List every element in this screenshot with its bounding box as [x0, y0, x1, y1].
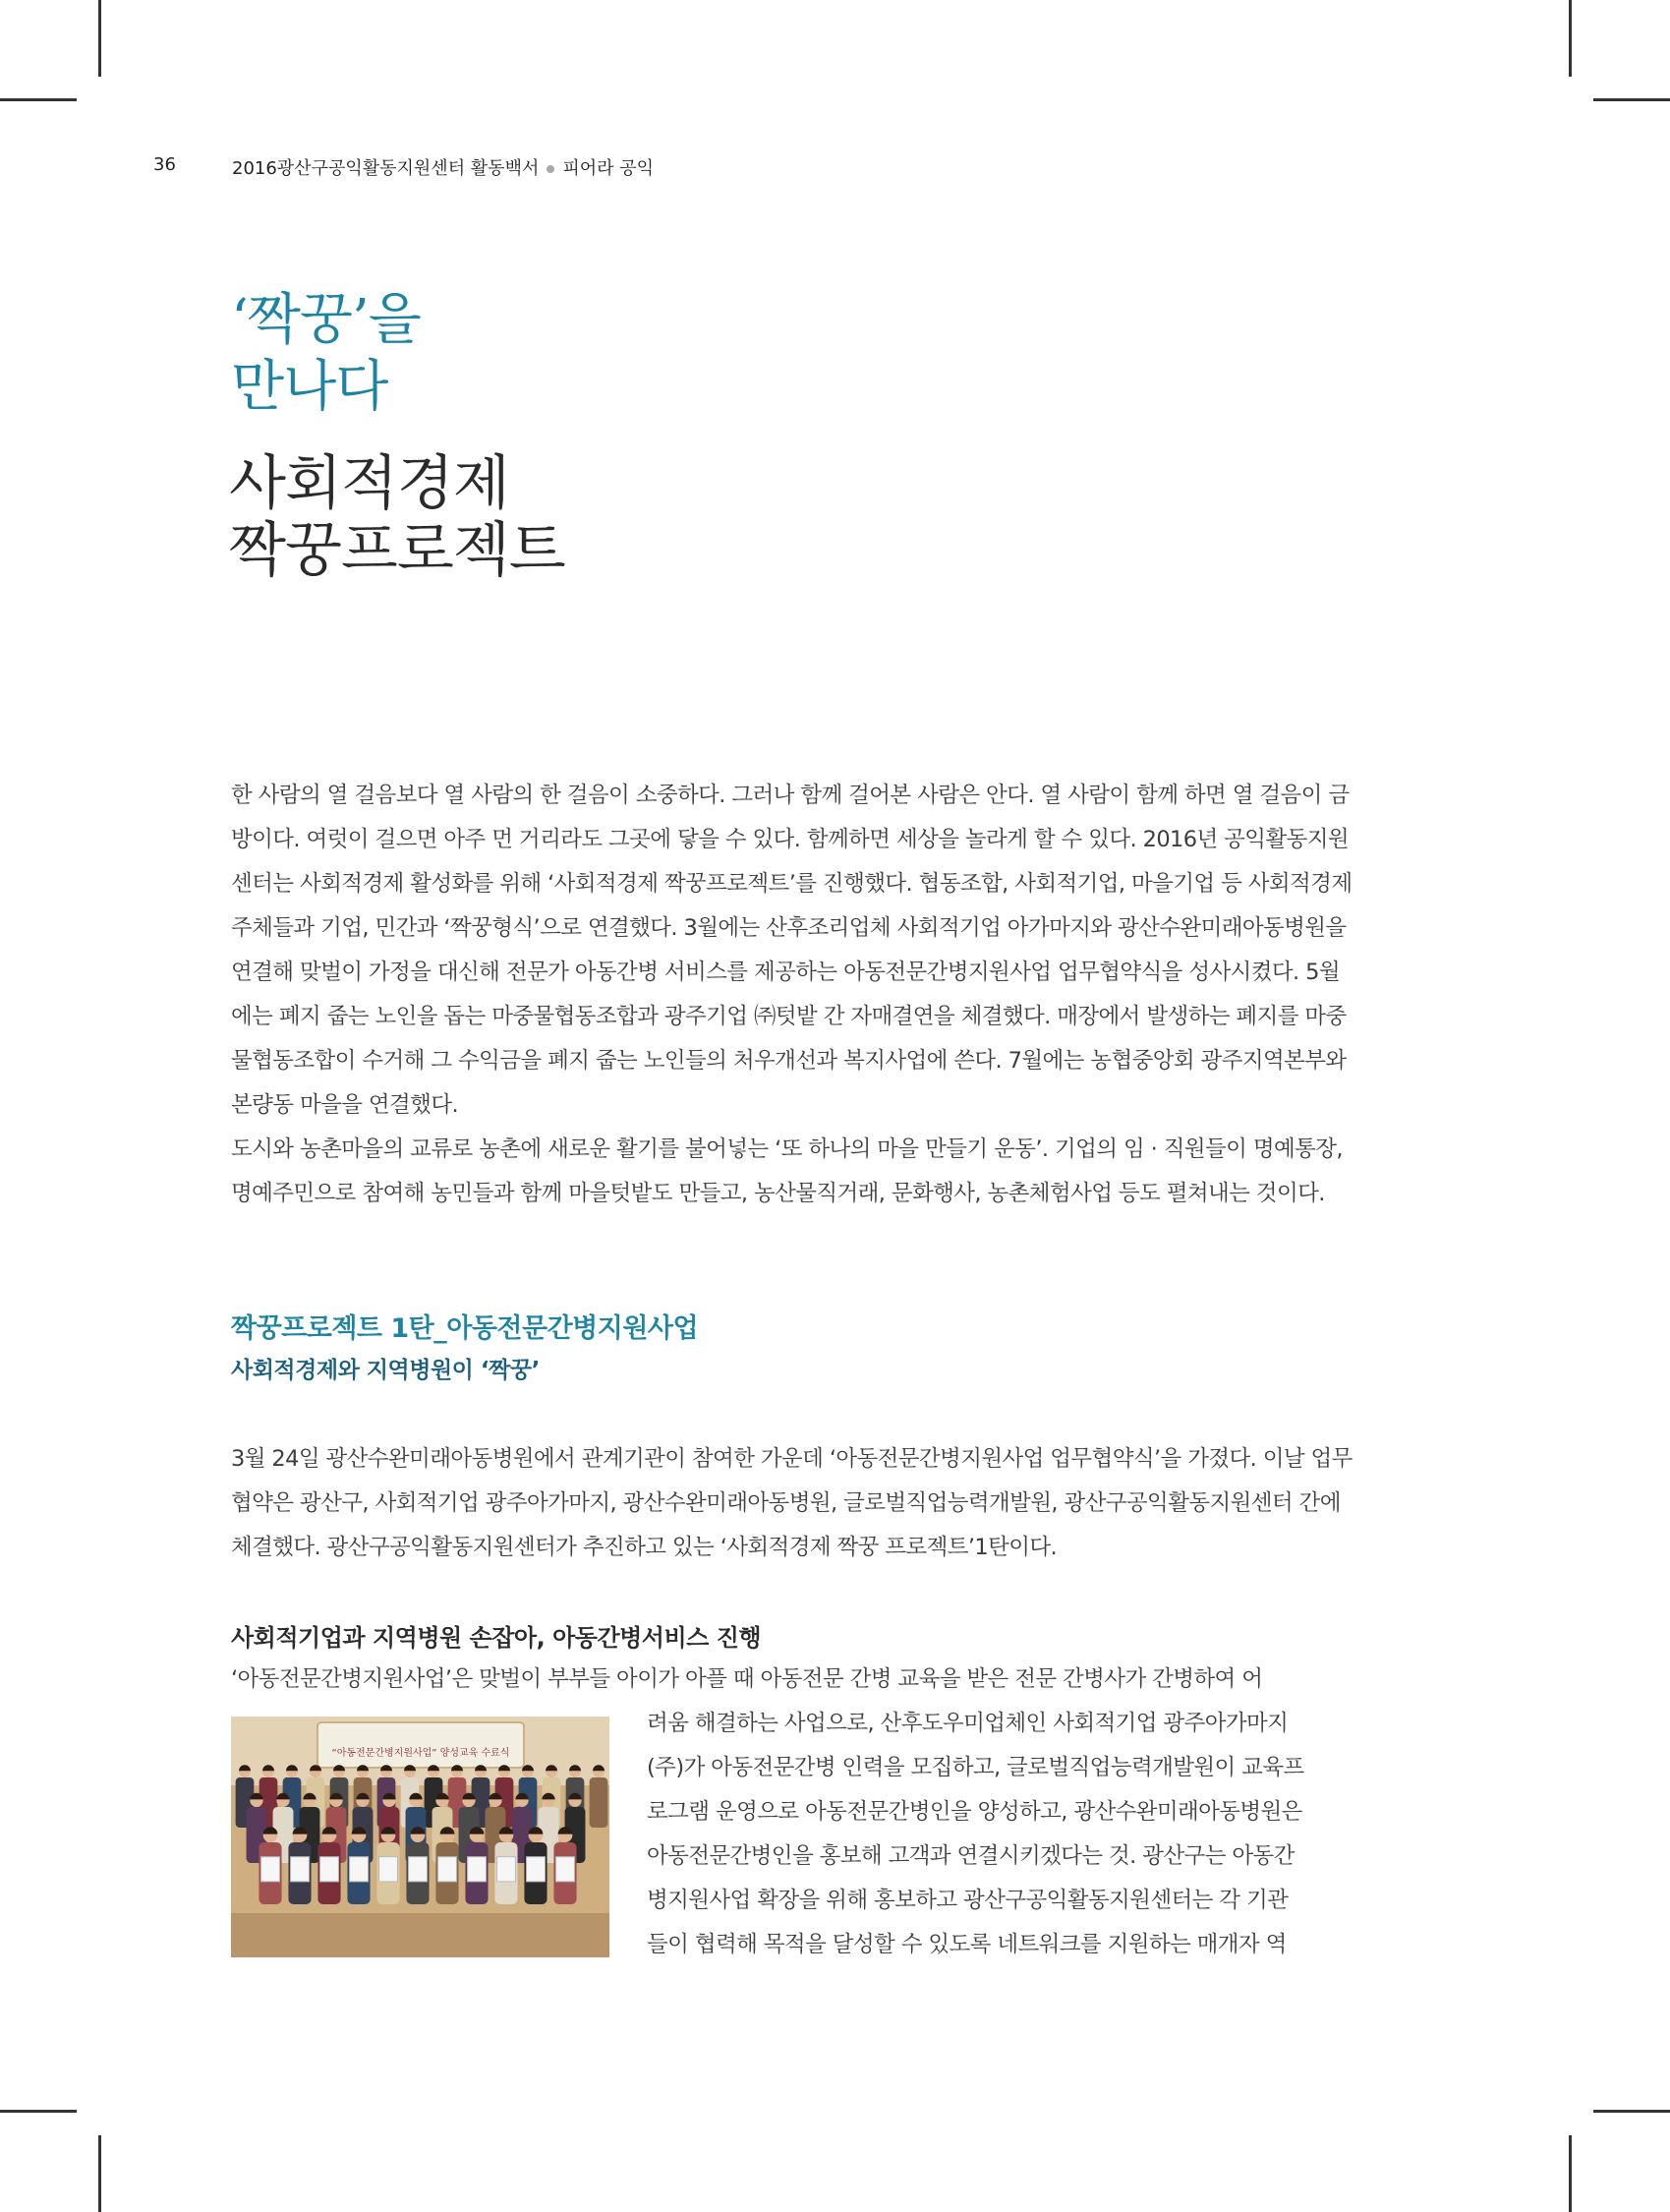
sub-heading: 사회적기업과 지역병원 손잡아, 아동간병서비스 진행 [231, 1624, 762, 1652]
body-line: 아동전문간병인을 홍보해 고객과 연결시키겠다는 것. 광산구는 아동간 [647, 1843, 1295, 1869]
crop-mark [0, 98, 77, 101]
crop-mark [98, 0, 101, 77]
crop-mark [1593, 2110, 1670, 2113]
body-line: (주)가 아동전문간병 인력을 모집하고, 글로벌직업능력개발원이 교육프 [647, 1755, 1304, 1780]
section-subtitle: 사회적경제와 지역병원이 ‘짝꿍’ [231, 1358, 540, 1383]
photo-banner-text: “아동전문간병지원사업” 양성교육 수료식 [331, 1748, 510, 1759]
page-title [229, 450, 565, 584]
kicker-heading [231, 287, 421, 421]
body-line: 들이 협력해 목적을 달성할 수 있도록 네트워크를 지원하는 매개자 역 [647, 1932, 1287, 1957]
certificate [527, 1857, 546, 1882]
body-line: ‘아동전문간병지원사업’은 맞벌이 부부들 아이가 아플 때 아동전문 간병 교육을 받은 전문 간병사가 간병하여 어 [231, 1666, 1263, 1692]
certificate [320, 1857, 339, 1882]
crop-mark [1569, 2135, 1572, 2212]
section-name: 피어라 공익 [562, 158, 655, 179]
kicker-line-1: ‘짝꿍’을 [231, 288, 421, 352]
kicker-line-2: 만나다 [231, 355, 388, 419]
certificate [497, 1857, 516, 1882]
page-number: 36 [153, 154, 176, 175]
crop-mark [1569, 0, 1572, 77]
crop-mark [98, 2135, 101, 2212]
intro-paragraph-2: 도시와 농촌마을의 교류로 농촌에 새로운 활기를 불어넣는 ‘또 하나의 마을 만들기 운동’. 기업의 임 · 직원들이 명예통장, 명예주민으로 참여해 농민들과 함께 마을텃밭도 만들고, 농산물직거래, 문화행사, 농촌체험사업 등도 펼쳐내는 것이다. [231, 1136, 1343, 1206]
certificate [379, 1857, 398, 1882]
section-title: 짝꿍프로젝트 1탄_아동전문간병지원사업 [231, 1313, 699, 1344]
certificate [409, 1857, 428, 1882]
certificate [291, 1857, 310, 1882]
body-line: 병지원사업 확장을 위해 홍보하고 광산구공익활동지원센터는 각 기관 [647, 1888, 1289, 1913]
title-line-2: 짝꿍프로젝트 [229, 516, 565, 585]
intro-paragraph-1: 한 사람의 열 걸음보다 열 사람의 한 걸음이 소중하다. 그러나 함께 걸어본 사람은 안다. 열 사람이 함께 하면 열 걸음이 금방이다. 여럿이 걸으면 아주 먼 거리라도 그곳에 닿을 수 있다. 함께하면 세상을 놀라게 할 수 있다. 2016년 공익활동지원센터는 사회적경제 활성화를 위해 ‘사회적경제 짝꿍프로젝트’를 진행했다. 협동조합, 사회적기업, 마을기업 등 사회적경제 주체들과 기업, 민간과 ‘짝꿍형식’으로 연결했다. 3월에는 산후조리업체 사회적기업 아가마지와 광산수완미래아동병원을 연결해 맞벌이 가정을 대신해 전문가 아동간병 서비스를 제공하는 아동전문간병지원사업 업무협약식을 성사시켰다. 5월에는 폐지 줍는 노인을 돕는 마중물협동조합과 광주기업 ㈜텃밭 간 자매결연을 체결했다. 매장에서 발생하는 폐지를 마중물협동조합이 수거해 그 수익금을 폐지 줍는 노인들의 처우개선과 복지사업에 쓴다. 7월에는 농협중앙회 광주지역본부와 본량동 마을을 연결했다. [231, 783, 1353, 1118]
body-line: 려움 해결하는 사업으로, 산후도우미업체인 사회적기업 광주아가마지 [647, 1711, 1289, 1736]
person-body [590, 1777, 608, 1828]
group-photo [231, 1717, 609, 1957]
section-paragraph: 3월 24일 광산수완미래아동병원에서 관계기관이 참여한 가운데 ‘아동전문간병지원사업 업무협약식’을 가졌다. 이날 업무 협약은 광산구, 사회적기업 광주아가마지, 광산수완미래아동병원, 글로벌직업능력개발원, 광산구공익활동지원센터 간에 체결했다. 광산구공익활동지원센터가 추진하고 있는 ‘사회적경제 짝꿍 프로젝트’1탄이다. [231, 1446, 1353, 1560]
crop-mark [1593, 98, 1670, 101]
running-title: 2016광산구공익활동지원센터 활동백서 [232, 158, 540, 179]
crop-mark [0, 2110, 77, 2113]
bullet-dot-icon [547, 165, 554, 173]
certificate [438, 1857, 457, 1882]
certificate [468, 1857, 487, 1882]
certificate [350, 1857, 369, 1882]
body-line: 로그램 운영으로 아동전문간병인을 양성하고, 광산수완미래아동병원은 [647, 1799, 1302, 1825]
running-title-group [232, 154, 654, 180]
group-photo-illustration [231, 1717, 609, 1957]
certificate [556, 1857, 575, 1882]
certificate [261, 1857, 280, 1882]
title-line-1: 사회적경제 [229, 449, 509, 518]
